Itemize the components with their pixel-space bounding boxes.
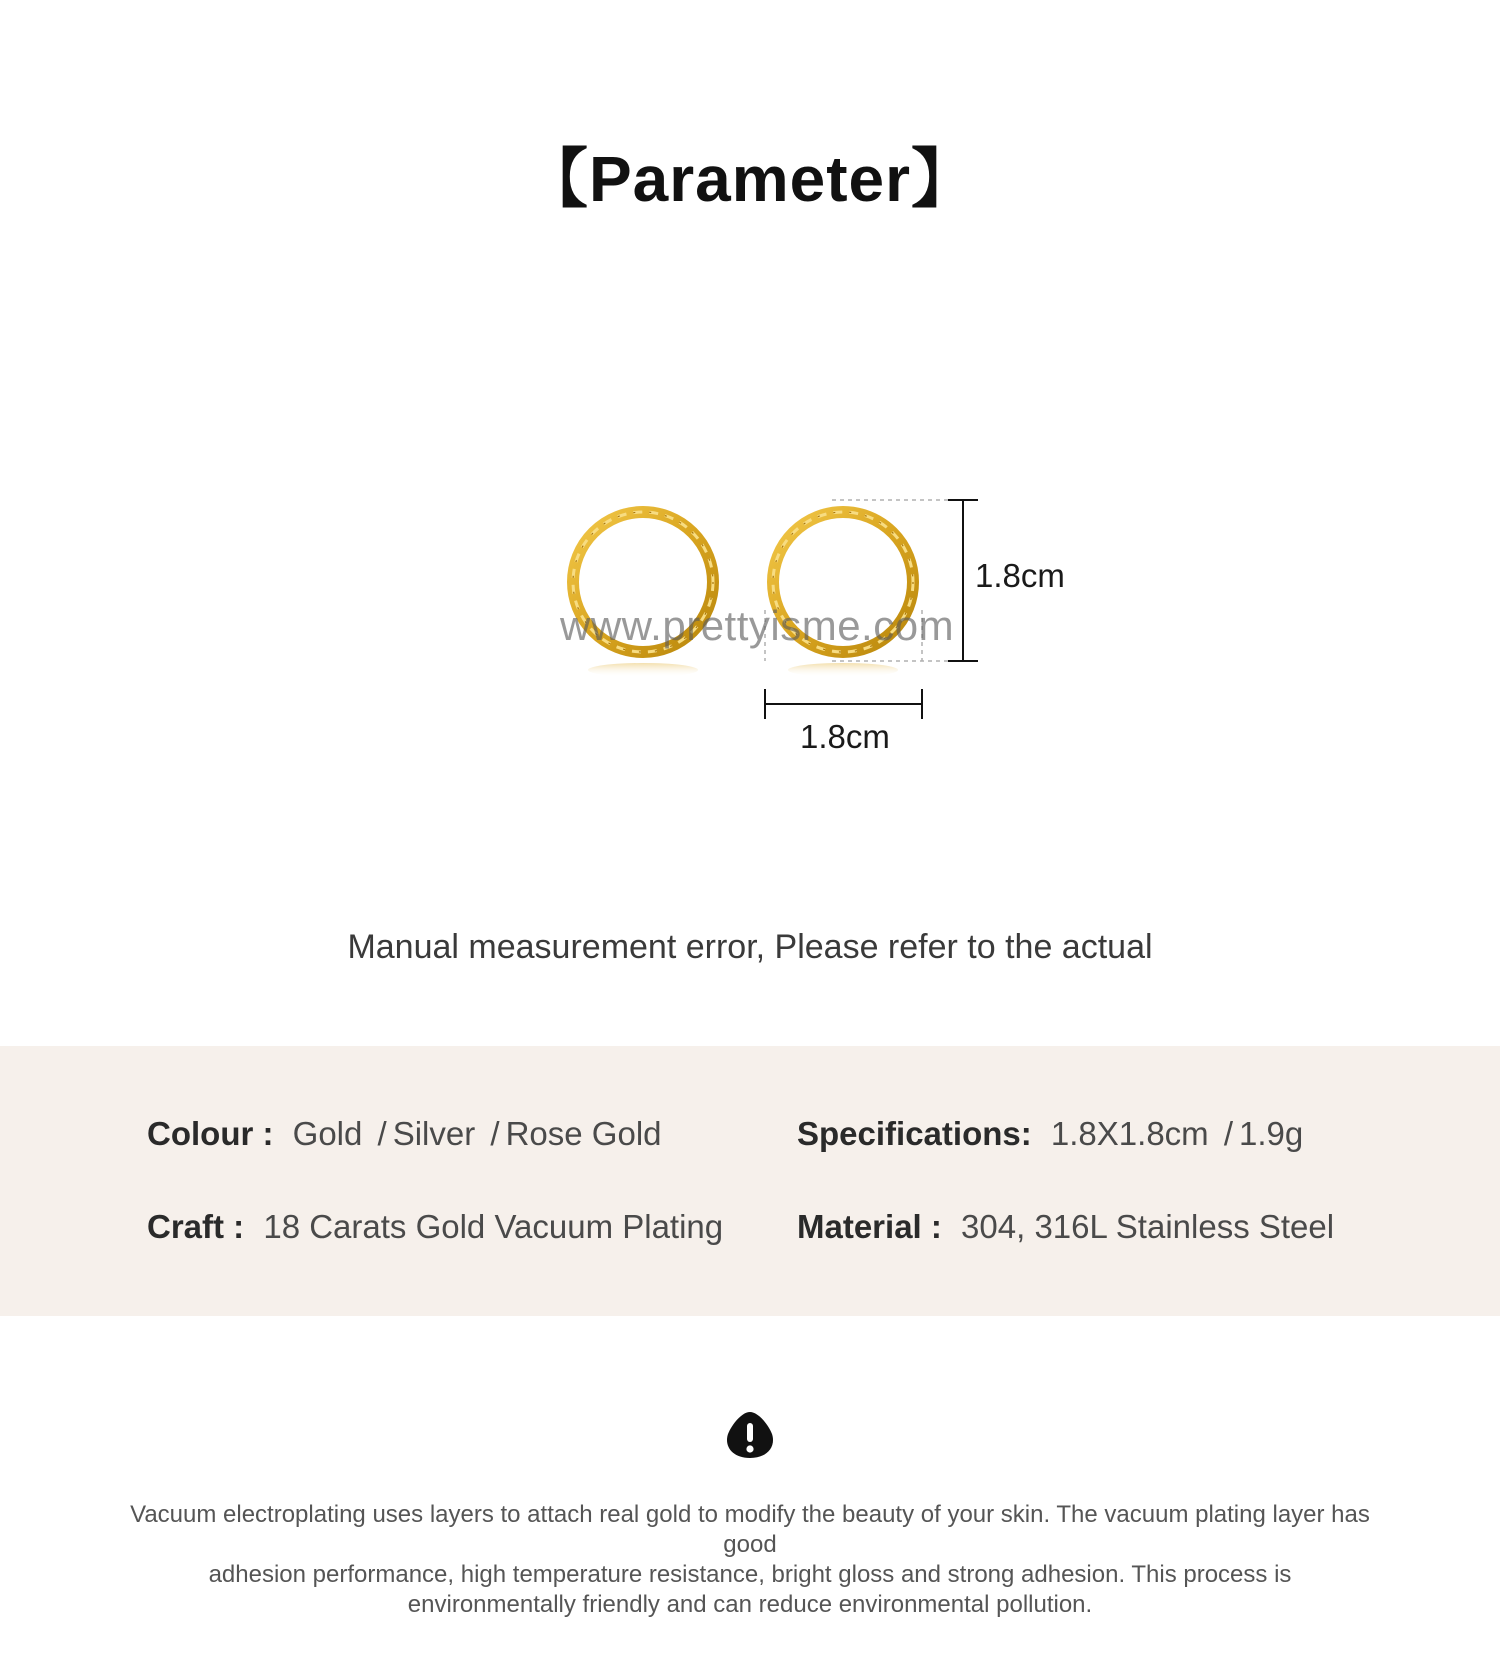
craft-value: 18 Carats Gold Vacuum Plating <box>263 1208 724 1245</box>
width-dimension-label: 1.8cm <box>800 718 890 755</box>
height-dimension-label: 1.8cm <box>975 557 1065 594</box>
left-hoop <box>573 512 713 677</box>
right-hoop <box>773 512 913 677</box>
description-line: environmentally friendly and can reduce environmental pollution. <box>407 1591 1093 1618</box>
colour-option-gold: Gold <box>292 1115 363 1152</box>
plating-description <box>130 1500 1370 1620</box>
colour-option-rose-gold: Rose Gold <box>505 1115 662 1152</box>
spec-specifications <box>797 1115 1303 1153</box>
measurement-note: Manual measurement error, Please refer to the actual <box>347 928 1153 966</box>
colour-option-silver: Silver <box>392 1115 476 1152</box>
colour-separator: / <box>490 1115 500 1152</box>
colour-label: Colour : <box>147 1115 274 1152</box>
material-label: Material : <box>797 1208 942 1245</box>
specifications-separator: / <box>1223 1115 1233 1152</box>
specifications-label: Specifications: <box>797 1115 1032 1152</box>
spec-panel <box>0 1046 1500 1316</box>
material-value: 304, 316L Stainless Steel <box>961 1208 1335 1245</box>
spec-craft <box>147 1208 723 1246</box>
specifications-weight: 1.9g <box>1239 1115 1304 1152</box>
alert-icon <box>724 1410 776 1462</box>
width-dimension-line <box>765 689 922 719</box>
spec-colour <box>147 1115 662 1153</box>
description-line: Vacuum electroplating uses layers to attach real gold to modify the beauty of your skin. The vacuum plating layer has good <box>130 1501 1370 1558</box>
description-line: adhesion performance, high temperature resistance, bright gloss and strong adhesion. This process is <box>208 1561 1292 1588</box>
page-title: 【Parameter】 <box>523 143 977 215</box>
specifications-size: 1.8X1.8cm <box>1050 1115 1209 1152</box>
watermark: www.prettyisme.com <box>560 602 955 649</box>
craft-label: Craft : <box>147 1208 245 1245</box>
colour-separator: / <box>377 1115 387 1152</box>
spec-material <box>797 1208 1334 1246</box>
